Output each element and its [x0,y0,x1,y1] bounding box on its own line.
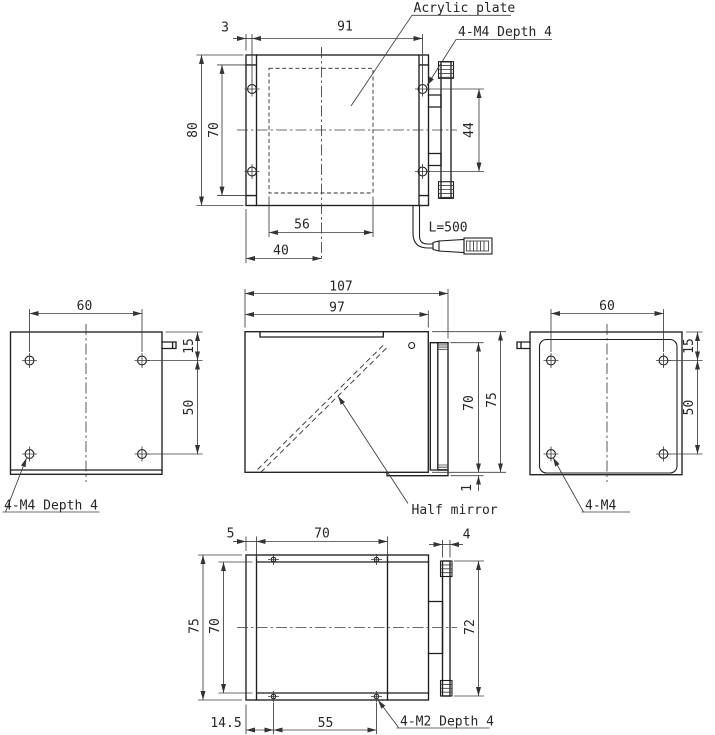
half-mirror-edge [258,345,388,473]
dim-70-front-label: 70 [462,395,477,411]
right-view-dimensions [551,299,703,454]
dim-97-label: 97 [329,300,345,316]
top-view [186,1,552,263]
m4-label-right: 4-M4 [585,498,617,514]
right-view-outline [517,332,682,475]
dim-55-label: 55 [317,716,334,731]
dim-3-label: 3 [221,20,229,36]
acrylic-plate-hidden-edge [269,68,373,193]
dim-5-label: 5 [226,526,235,542]
dim-4-label: 4 [462,527,471,543]
dim-50-left-label: 50 [182,399,197,416]
dim-60-left-label: 60 [76,299,93,314]
dim-70-bottom-left-label: 70 [208,618,223,634]
dim-15-right-label: 15 [682,338,697,354]
front-view-outline [245,332,448,476]
dim-60-right-label: 60 [599,299,615,314]
dim-56-label: 56 [294,217,310,233]
dim-40-label: 40 [273,243,289,259]
front-view [245,280,506,519]
dim-72-label: 72 [463,619,478,635]
top-view-centerlines [237,47,457,262]
left-view-callout [3,458,100,514]
m4-depth-label-top: 4-M4 Depth 4 [458,25,552,40]
bottom-view-dimensions [188,527,485,735]
dim-70-label: 70 [207,122,222,138]
dim-75-bottom-label: 75 [187,618,203,634]
dim-70-bottom-top-label: 70 [314,526,330,542]
cable-length-label: L=500 [428,220,468,236]
right-side-view [517,299,703,514]
bottom-view [188,527,495,735]
dim-75-front-label: 75 [485,392,500,408]
m2-depth-label: 4-M2 Depth 4 [400,714,494,730]
left-view-outline [11,332,177,474]
bottom-view-holes [268,554,382,702]
bottom-view-callout [378,700,494,730]
front-view-dimensions [245,280,506,492]
right-view-callout [553,458,630,514]
left-view-dimensions [30,299,203,454]
dim-50-right-label: 50 [682,399,697,416]
dim-1-label: 1 [460,484,475,492]
indicator-hole [409,343,415,349]
half-mirror-label: Half mirror [411,503,498,518]
front-view-callout [338,396,498,518]
dim-44-label: 44 [462,122,477,138]
dim-80-label: 80 [186,122,201,138]
dim-15-left-label: 15 [182,338,197,354]
left-side-view [3,299,203,514]
dim-14-5-label: 14.5 [210,716,242,731]
acrylic-plate-label: Acrylic plate [413,1,516,16]
dim-91-label: 91 [337,19,353,35]
dim-107-label: 107 [329,279,353,295]
m4-depth-label-left: 4-M4 Depth 4 [4,498,98,514]
